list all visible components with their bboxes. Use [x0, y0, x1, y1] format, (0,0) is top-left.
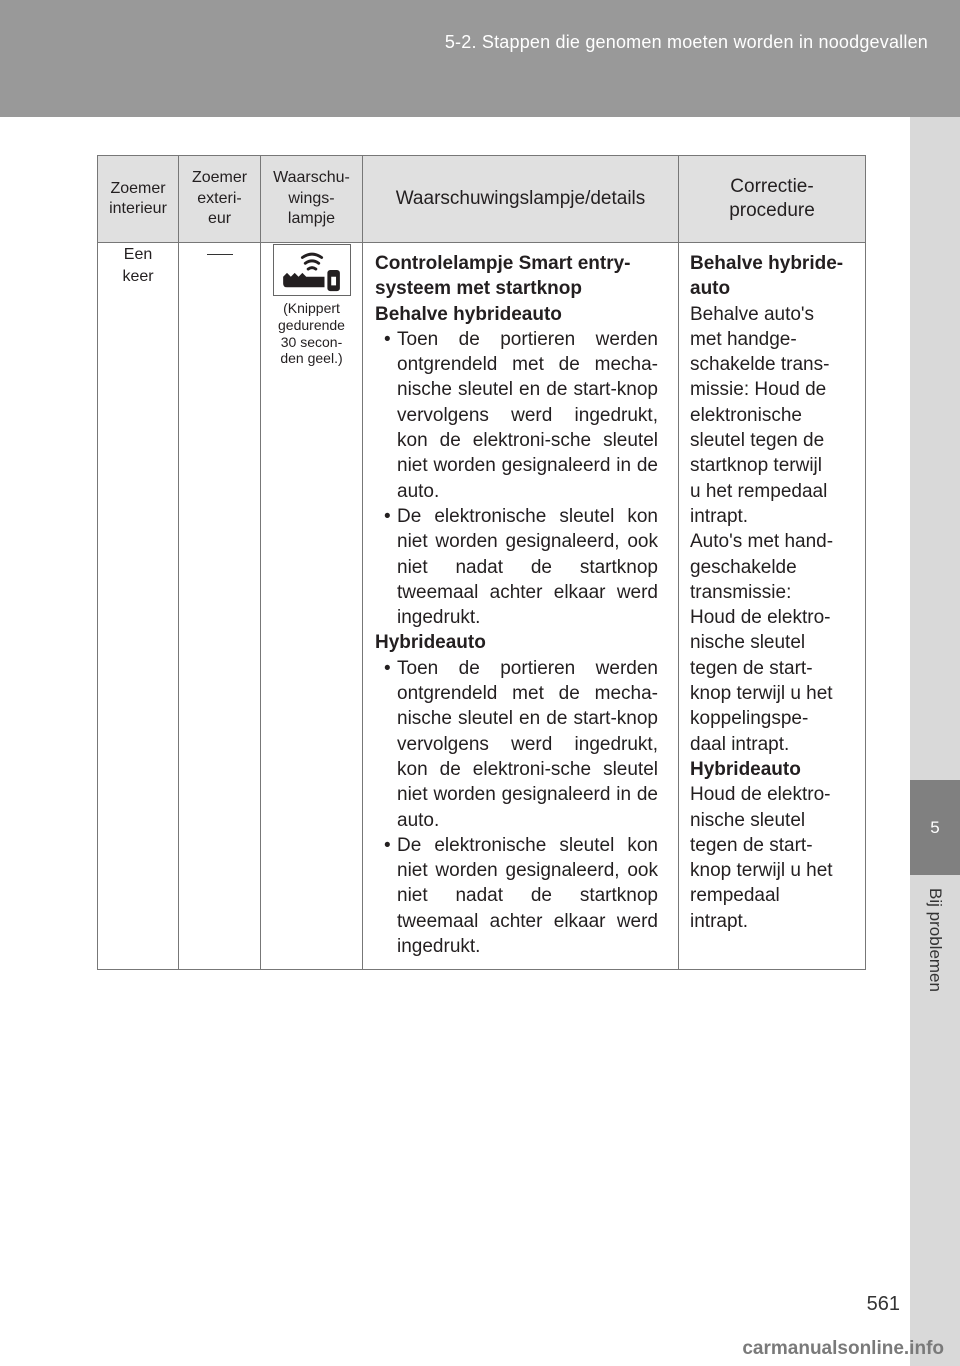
procedure-line: Behalve hybride-: [690, 253, 844, 274]
procedure-line: missie: Houd de: [690, 379, 827, 401]
header-line: lampje: [287, 210, 336, 228]
procedure-line: transmissie:: [690, 581, 792, 603]
procedure-line: startknop terwijl: [690, 455, 822, 477]
procedure-line: tegen de start-: [690, 657, 813, 679]
procedure-line: rempedaal: [690, 885, 780, 907]
details-title-line: systeem met startknop: [375, 278, 582, 300]
page-number: 561: [866, 1293, 900, 1315]
watermark: carmanualsonline.info: [742, 1338, 944, 1359]
header-line: procedure: [729, 200, 815, 221]
procedure-line: nische sleutel: [690, 809, 806, 831]
chapter-number: 5: [930, 817, 940, 837]
procedure-text: [690, 251, 861, 934]
caption-line: 30 secon-: [280, 333, 343, 350]
details-title-line: Controlelampje Smart entry-: [375, 253, 631, 274]
cell-procedure: [679, 243, 866, 970]
header-line: Zoemer: [110, 179, 166, 197]
procedure-line: met handge-: [690, 328, 797, 350]
warning-table: [97, 155, 866, 970]
cell-details: [363, 243, 679, 970]
procedure-line: nische sleutel: [690, 632, 806, 654]
table-header-row: [98, 156, 866, 243]
bullet-list: [375, 327, 658, 631]
procedure-line: elektronische: [690, 404, 802, 426]
bullet-item: • Toen de portieren werden ontgrendeld met de mecha-nische sleutel en de start-knop vervolgens werd ingedrukt, kon de elektroni-sche sleutel niet worden gesignaleerd in de auto.: [375, 656, 658, 833]
procedure-line: intrapt.: [690, 505, 749, 527]
caption-line: gedurende: [278, 316, 345, 333]
procedure-line: intrapt.: [690, 910, 749, 932]
bullet-item: • De elektronische sleutel kon niet worden gesignaleerd, ook niet nadat de startknop tweemaal achter elkaar werd ingedrukt.: [375, 504, 658, 630]
cell-buzzer-exterior: [179, 243, 261, 970]
bullet-list: [375, 656, 658, 960]
header-line: Correctie-: [730, 175, 814, 197]
chapter-label: Bij problemen: [926, 888, 945, 992]
header-line: Zoemer: [191, 169, 248, 187]
procedure-line: auto: [690, 278, 731, 300]
header-line: eur: [207, 210, 232, 228]
lamp-caption: [262, 300, 361, 367]
header-buzzer-exterior: [179, 156, 261, 243]
section-heading: Hybrideauto: [375, 632, 486, 654]
procedure-line: tegen de start-: [690, 834, 813, 856]
table-row: [98, 243, 866, 970]
procedure-line: daal intrapt.: [690, 733, 790, 755]
procedure-line: geschakelde: [690, 556, 797, 578]
smart-key-warning-icon: [273, 244, 351, 296]
dash-icon: [207, 254, 233, 255]
header-line: Waarschu-: [273, 169, 350, 187]
section-heading: Behalve hybrideauto: [375, 303, 562, 325]
header-warning-lamp: [261, 156, 363, 243]
procedure-line: Hybrideauto: [690, 758, 801, 780]
procedure-line: Auto's met hand-: [690, 531, 834, 553]
caption-line: den geel.): [280, 350, 343, 367]
header-line: wings-: [288, 189, 335, 207]
procedure-line: Behalve auto's: [690, 303, 815, 325]
header-buzzer-interior: [98, 156, 179, 243]
procedure-line: knop terwijl u het: [690, 683, 833, 705]
bullet-item: • De elektronische sleutel kon niet worden gesignaleerd, ook niet nadat de startknop tweemaal achter elkaar werd ingedrukt.: [375, 833, 658, 959]
header-line: exteri-: [197, 189, 242, 207]
interior-line: keer: [122, 268, 154, 286]
header-procedure: [679, 156, 866, 243]
chapter-tab: [910, 780, 960, 875]
procedure-line: Houd de elektro-: [690, 784, 831, 806]
header-details: Waarschuwingslampje/details: [363, 156, 679, 243]
header-band: [0, 0, 960, 117]
bullet-item: • Toen de portieren werden ontgrendeld met de mecha-nische sleutel en de start-knop vervolgens werd ingedrukt, kon de elektroni-sche sleutel niet worden gesignaleerd in de auto.: [375, 327, 658, 504]
cell-buzzer-interior: [98, 243, 179, 970]
caption-line: (Knippert: [283, 300, 340, 316]
procedure-line: Houd de elektro-: [690, 607, 831, 629]
procedure-line: knop terwijl u het: [690, 860, 833, 882]
side-strip: [910, 117, 960, 1366]
cell-warning-lamp: [261, 243, 363, 970]
procedure-line: schakelde trans-: [690, 354, 830, 376]
header-line: interieur: [109, 200, 167, 217]
procedure-line: koppelingspe-: [690, 708, 809, 730]
section-title: 5-2. Stappen die genomen moeten worden in noodgevallen: [444, 32, 928, 52]
details-title: [375, 251, 658, 302]
procedure-line: sleutel tegen de: [690, 430, 825, 452]
interior-line: Een: [123, 246, 153, 263]
procedure-line: u het rempedaal: [690, 480, 828, 502]
